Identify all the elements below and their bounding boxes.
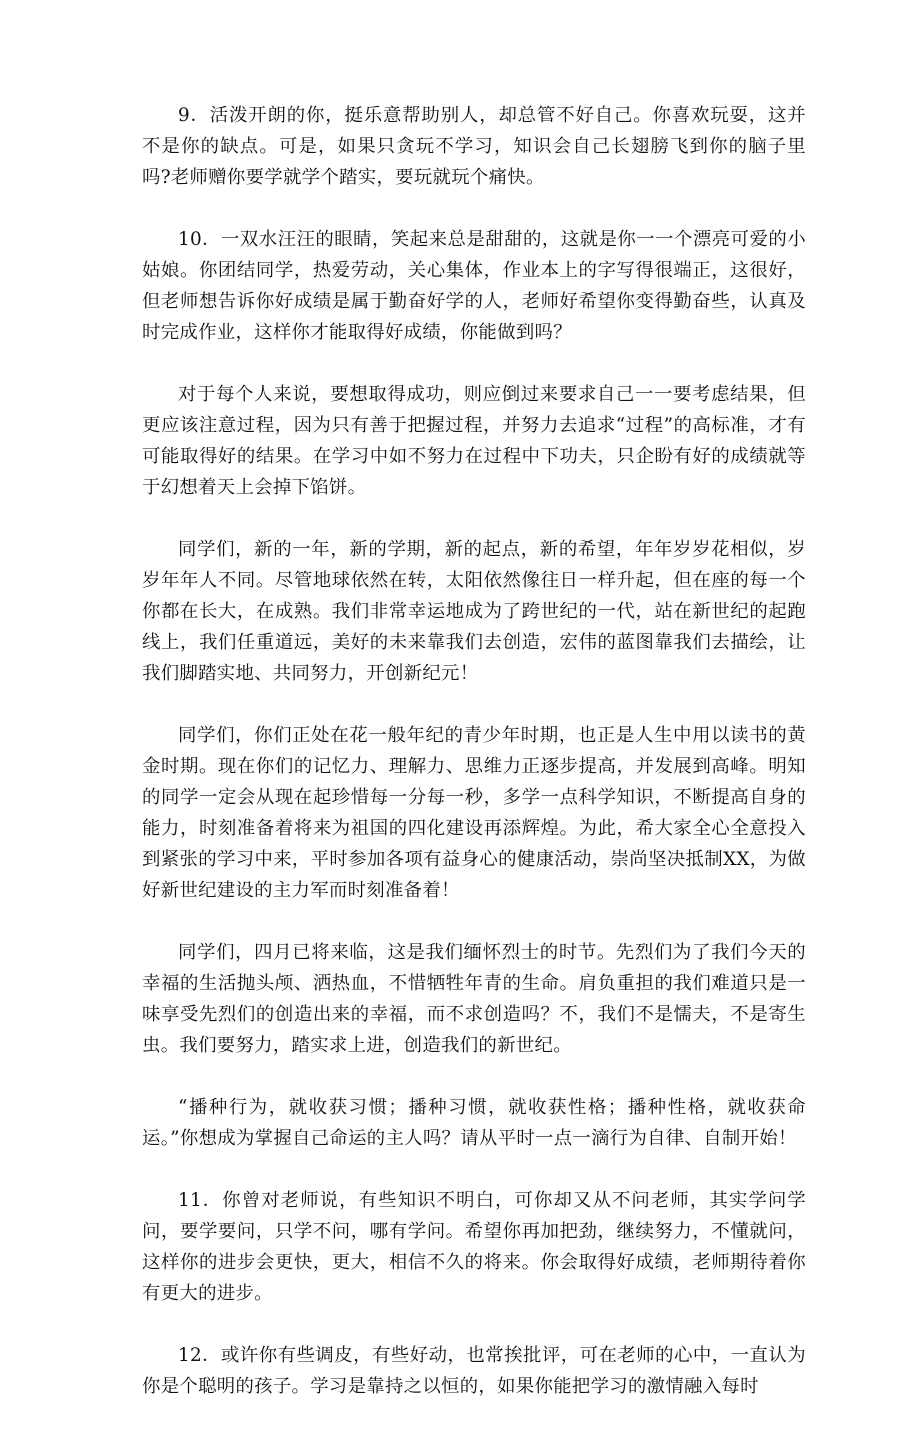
paragraph-11: 11．你曾对老师说，有些知识不明白，可你却又从不问老师，其实学问学问，要学要问，只学不问，哪有学问。希望你再加把劲，继续努力，不懂就问，这样你的进步会更快，更大，相信不久的将来。你会取得好成绩，老师期待着你有更大的进步。 [142, 1190, 806, 1304]
paragraph-9: 9．活泼开朗的你，挺乐意帮助别人，却总管不好自己。你喜欢玩耍，这并不是你的缺点。可是，如果只贪玩不学习，知识会自己长翅膀飞到你的脑子里吗?老师赠你要学就学个踏实，要玩就玩个痛快。 [142, 105, 806, 188]
paragraph-10: 10．一双水汪汪的眼睛，笑起来总是甜甜的，这就是你一一个漂亮可爱的小姑娘。你团结同学，热爱劳动，关心集体，作业本上的字写得很端正，这很好，但老师想告诉你好成绩是属于勤奋好学的人，老师好希望你变得勤奋些，认真及时完成作业，这样你才能取得好成绩，你能做到吗？ [142, 229, 806, 343]
paragraph-12: 12．或许你有些调皮，有些好动，也常挨批评，可在老师的心中，一直认为你是个聪明的孩子。学习是靠持之以恒的，如果你能把学习的激情融入每时 [142, 1345, 806, 1397]
paragraph-golden-age: 同学们，你们正处在花一般年纪的青少年时期，也正是人生中用以读书的黄金时期。现在你们的记忆力、理解力、思维力正逐步提高，并发展到高峰。明知的同学一定会从现在起珍惜每一分每一秒，多学一点科学知识，不断提高自身的能力，时刻准备着将来为祖国的四化建设再添辉煌。为此，希大家全心全意投入到紧张的学习中来，平时参加各项有益身心的健康活动，崇尚坚决抵制XX，为做好新世纪建设的主力军而时刻准备着！ [142, 725, 806, 901]
paragraph-quote: “播种行为，就收获习惯；播种习惯，就收获性格；播种性格，就收获命运。”你想成为掌握自己命运的主人吗？请从平时一点一滴行为自律、自制开始！ [142, 1097, 806, 1149]
paragraph-april: 同学们，四月已将来临，这是我们缅怀烈士的时节。先烈们为了我们今天的幸福的生活抛头颅、洒热血，不惜牺牲年青的生命。肩负重担的我们难道只是一味享受先烈们的创造出来的幸福，而不求创造吗？不，我们不是懦夫，不是寄生虫。我们要努力，踏实求上进，创造我们的新世纪。 [142, 942, 806, 1056]
paragraph-new-year: 同学们，新的一年，新的学期，新的起点，新的希望，年年岁岁花相似，岁岁年年人不同。尽管地球依然在转，太阳依然像往日一样升起，但在座的每一个你都在长大，在成熟。我们非常幸运地成为了跨世纪的一代，站在新世纪的起跑线上，我们任重道远，美好的未来靠我们去创造，宏伟的蓝图靠我们去描绘，让我们脚踏实地、共同努力，开创新纪元！ [142, 539, 806, 684]
paragraph-success: 对于每个人来说，要想取得成功，则应倒过来要求自己一一要考虑结果，但更应该注意过程，因为只有善于把握过程，并努力去追求“过程”的高标准，才有可能取得好的结果。在学习中如不努力在过程中下功夫，只企盼有好的成绩就等于幻想着天上会掉下馅饼。 [142, 384, 806, 498]
document-page [142, 100, 806, 1433]
